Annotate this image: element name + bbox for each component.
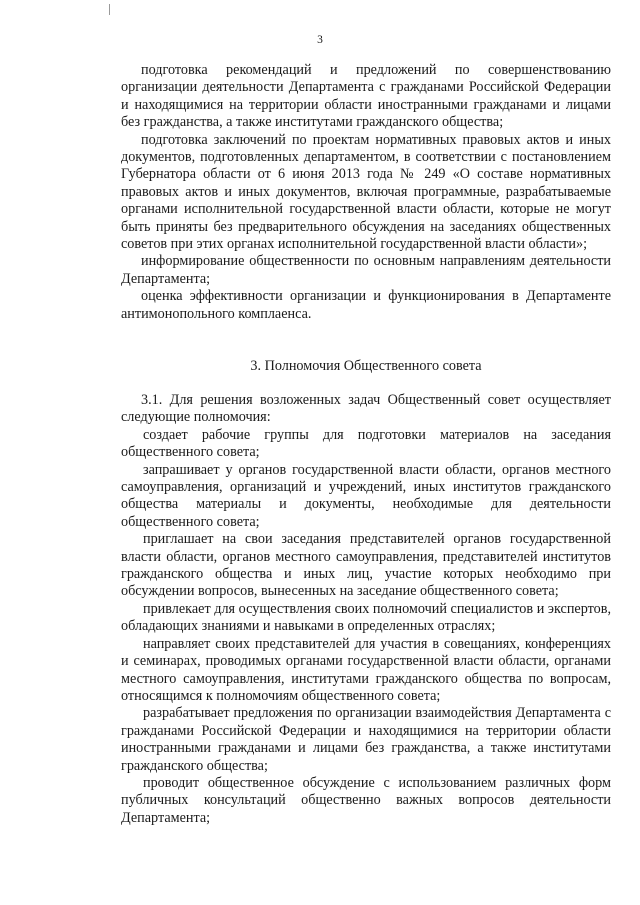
paragraph-informing: информирование общественности по основным направлениям деятельности Департамента; [121,253,611,287]
paragraph-develops-proposals: разрабатывает предложения по организации взаимодействия Департамента с гражданами Российской Федерации и находящимися на территории области иностранными гражданами и лицами без гражданства, а также институтами гражданского общества; [121,705,611,774]
paragraph-working-groups: создает рабочие группы для подготовки материалов на заседания общественного совета; [121,426,611,461]
section-heading: 3. Полномочия Общественного совета [250,358,482,374]
paragraph-conclusions: подготовка заключений по проектам нормативных правовых актов и иных документов, подготовленных департаментом, в соответствии с постановлением Губернатора области от 6 июня 2013 года № 249 «О составе нормативных правовых актов и иных документов, включая программные, разрабатываемые органами исполнительной государственной власти области, которые не могут быть приняты без предварительного обсуждения на заседаниях общественных советов при этих органах исполнительной государственной власти области»; [121,131,611,253]
paragraph-compliance-assessment: оценка эффективности организации и функционирования в Департаменте антимонопольного комплаенса. [121,288,611,322]
paragraph-powers-intro: 3.1. Для решения возложенных задач Общественный совет осуществляет следующие полномочия: [121,392,611,426]
paragraph-requests-materials: запрашивает у органов государственной власти области, органов местного самоуправления, организаций и учреждений, иных институтов гражданского общества материалы и документы, необходимые для деятельности общественного совета; [121,461,611,530]
margin-mark [109,4,110,15]
paragraph-recommendations: подготовка рекомендаций и предложений по совершенствованию организации деятельности Департамента с гражданами Российской Федерации и находящимися на территории области иностранными гражданами и лицами без гражданства, а также институтами гражданского общества; [121,62,611,131]
paragraph-public-discussion: проводит общественное обсуждение с использованием различных форм публичных консультаций общественно важных вопросов деятельности Департамента; [121,774,611,826]
page-number: 3 [317,34,323,46]
powers-list [121,392,611,827]
paragraph-invites-representatives: приглашает на свои заседания представителей органов государственной власти области, органов местного самоуправления, представителей институтов гражданского общества и иных лиц, участие которых необходимо при обсуждении вопросов, вынесенных на заседание общественного совета; [121,531,611,600]
paragraph-engages-experts: привлекает для осуществления своих полномочий специалистов и экспертов, обладающих знаниями и навыками в определенных отраслях; [121,600,611,635]
duties-list [121,62,611,323]
paragraph-sends-representatives: направляет своих представителей для участия в совещаниях, конференциях и семинарах, проводимых органами государственной власти области, органами местного самоуправления, институтами гражданского общества по вопросам, относящимся к полномочиям общественного совета; [121,635,611,704]
